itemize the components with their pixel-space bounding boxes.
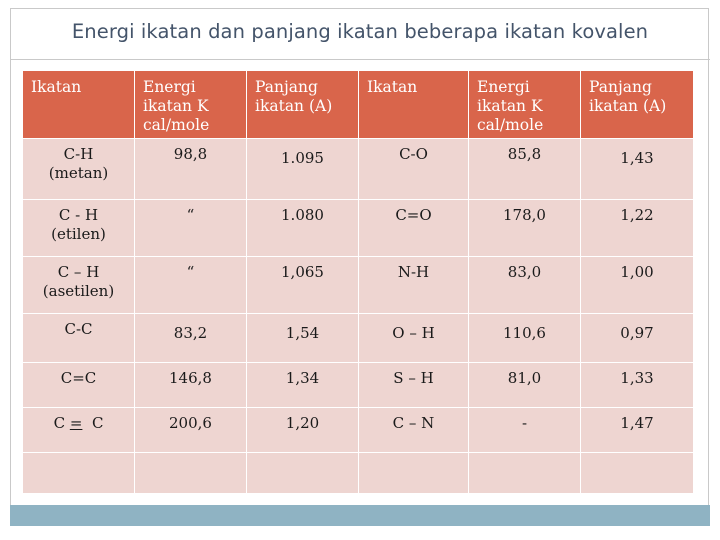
- length-cell: 0,97: [581, 314, 694, 363]
- length-cell: 1,065: [247, 257, 359, 314]
- length-cell: 1,34: [247, 363, 359, 408]
- table-row: [23, 408, 694, 453]
- table-header-row: [23, 71, 694, 139]
- length-cell: 1,33: [581, 363, 694, 408]
- length-cell: 1,20: [247, 408, 359, 453]
- title-divider: [10, 59, 710, 60]
- length-cell: 1.095: [247, 139, 359, 200]
- bond-cell: C-C: [23, 314, 135, 363]
- empty-cell: [23, 453, 135, 494]
- energy-cell: 146,8: [135, 363, 247, 408]
- bond-cell: O – H: [359, 314, 469, 363]
- bond-cell: C = C: [23, 408, 135, 453]
- header-length-1: Panjang ikatan (A): [247, 71, 359, 139]
- header-energy-2: Energi ikatan K cal/mole: [469, 71, 581, 139]
- slide-title: Energi ikatan dan panjang ikatan beberapa ikatan kovalen: [71, 20, 649, 43]
- table-row: [23, 200, 694, 257]
- bond-cell: C - H (etilen): [23, 200, 135, 257]
- energy-cell: 83,0: [469, 257, 581, 314]
- header-energy-1: Energi ikatan K cal/mole: [135, 71, 247, 139]
- bond-table: [22, 70, 694, 494]
- empty-cell: [581, 453, 694, 494]
- header-bond-2: Ikatan: [359, 71, 469, 139]
- table-row: [23, 314, 694, 363]
- energy-cell: “: [135, 200, 247, 257]
- table-row: [23, 363, 694, 408]
- energy-cell: 98,8: [135, 139, 247, 200]
- length-cell: 1,00: [581, 257, 694, 314]
- empty-cell: [247, 453, 359, 494]
- bond-cell: C=O: [359, 200, 469, 257]
- bond-cell: N-H: [359, 257, 469, 314]
- footer-bar: [10, 505, 710, 526]
- table-row: [23, 139, 694, 200]
- length-cell: 1,22: [581, 200, 694, 257]
- bond-cell: C-H (metan): [23, 139, 135, 200]
- bond-cell: C=C: [23, 363, 135, 408]
- length-cell: 1,43: [581, 139, 694, 200]
- bond-cell: C – H (asetilen): [23, 257, 135, 314]
- header-bond-1: Ikatan: [23, 71, 135, 139]
- length-cell: 1.080: [247, 200, 359, 257]
- energy-cell: 110,6: [469, 314, 581, 363]
- energy-cell: -: [469, 408, 581, 453]
- empty-cell: [469, 453, 581, 494]
- table-row-empty: [23, 453, 694, 494]
- length-cell: 1,47: [581, 408, 694, 453]
- bond-cell: C – N: [359, 408, 469, 453]
- length-cell: 1,54: [247, 314, 359, 363]
- energy-cell: 85,8: [469, 139, 581, 200]
- energy-cell: 200,6: [135, 408, 247, 453]
- bond-cell: C-O: [359, 139, 469, 200]
- bond-cell: S – H: [359, 363, 469, 408]
- empty-cell: [135, 453, 247, 494]
- energy-cell: 81,0: [469, 363, 581, 408]
- empty-cell: [359, 453, 469, 494]
- energy-cell: 83,2: [135, 314, 247, 363]
- energy-cell: “: [135, 257, 247, 314]
- table-row: [23, 257, 694, 314]
- header-length-2: Panjang ikatan (A): [581, 71, 694, 139]
- energy-cell: 178,0: [469, 200, 581, 257]
